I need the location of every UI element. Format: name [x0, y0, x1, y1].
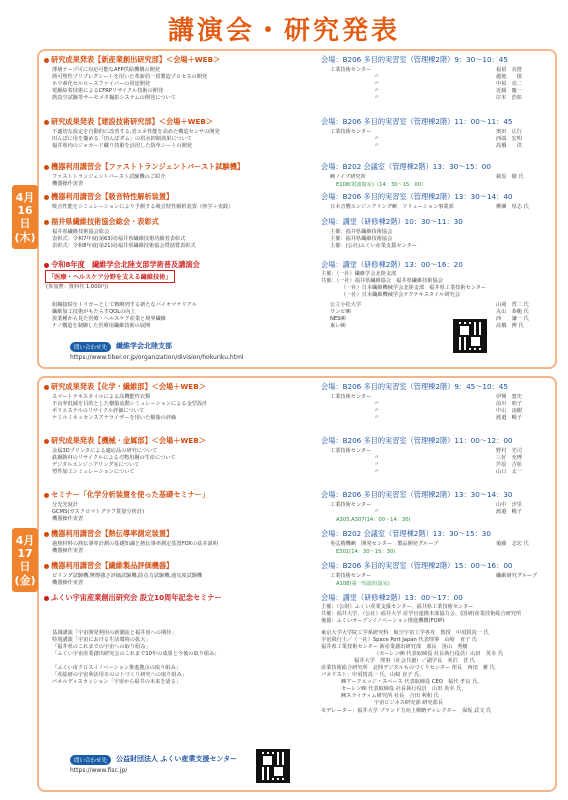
session-venue: 会場：B206 多目的実習室（管理棟2階）15：00～16：00: [321, 561, 513, 570]
affiliation: 日本音響エンジニアリング㈱ ソリューション事業部: [330, 204, 454, 210]
item: 塑性加工シミュレーションについて: [52, 469, 135, 475]
panelists: 宇宙ビジネス研究部 研究部長: [374, 700, 449, 706]
bullet-icon: [44, 564, 49, 569]
presenter: 三好 充博: [496, 455, 522, 461]
session-heading: 令和8年度 繊維学会北陸支部学術普及講演会: [44, 260, 200, 270]
item: ホウ素化セルロースファイバーの用途開発: [52, 81, 151, 87]
ditto: 〃: [374, 455, 380, 461]
presenter: 繊維研究グループ: [496, 573, 538, 579]
presenter: 前川 朋子: [496, 401, 522, 407]
contact-url[interactable]: https://www.fisc.jp/: [70, 767, 128, 774]
item: 不適切な設定を自動的に改善する,省エネ性能を高めた構造センサの開発: [52, 129, 220, 135]
item: 基調講演「宇宙開発利用の新潮流と福井県への期待」: [52, 630, 177, 636]
item: パネルディスカッション「宇宙から福井の未来を語る」: [52, 679, 182, 685]
contact-label: 問い合わせ先: [70, 755, 111, 765]
presenter: 山岡 哲二 氏: [496, 302, 529, 308]
moderator: モデレーター：福井大学 ブランド力向上戦略ディレクター 保坂 武文 氏: [321, 708, 492, 714]
item: 過熱材料の熱伝導率計測の基礎知識と熱伝導率測定装置FOXの基本説明: [52, 541, 218, 547]
bullet-icon: [44, 596, 49, 601]
presenter: 髙橋 洪: [496, 143, 522, 149]
panelists: ㈱スライティム研究所 社長 合田 利和 氏: [341, 693, 439, 699]
affiliation: 東レ㈱: [330, 323, 346, 329]
session-heading: 福井県繊維技術協会総会・表彰式: [44, 217, 159, 227]
affiliation: 工業技術センター: [330, 573, 372, 579]
presenter: 渡邉 暢子: [496, 509, 522, 515]
session-venue: 会場：B202 会議室（管理棟2階）13：30～15：30: [321, 529, 491, 538]
affiliation: 公立小松大学: [330, 302, 362, 308]
bullet-icon: [44, 165, 49, 170]
presenter: 山中 汐里: [496, 502, 522, 508]
item: 「産総研の宇宙利活用モのコトづくり研究への取り組み」: [52, 672, 187, 678]
panelists: パネリスト：中須賀真一 氏、山崎 直子 氏、: [321, 672, 425, 678]
session-venue: 会場：B206 多目的実習室（管理棟2階）13：30～14：30: [321, 490, 513, 499]
affiliation: ㈱ノイズ研究所: [330, 174, 366, 180]
presenter: 野村 光司: [496, 448, 522, 454]
affiliation: 工業技術センター: [330, 129, 372, 135]
affiliation: 宇宙飛行士／（一社）Space Port Japan 代表理事 山崎 直子 氏: [321, 637, 478, 643]
item: 鉄鋼鋳材のリサイクルによる刃物用鋼の生産について: [52, 455, 176, 461]
bullet-icon: [44, 263, 49, 268]
item: 熱可塑性プリプレグシートを用いた革新的一貫製造プロセスの開発: [52, 74, 208, 80]
item: 福井県内のジャカード織り技術を活用した防草シートの開発: [52, 143, 192, 149]
presenter: 近藤 慶一: [496, 88, 522, 94]
item: 繊維加工技術がもたらすQOLの向上: [52, 309, 136, 315]
affiliation: 工業技術センター: [330, 502, 372, 508]
affiliation: 福井県工業技術センター 新産業創出研究部 部長 笹山 秀樹: [321, 644, 468, 650]
item: 「ふくい宇宙産業創出研究会のこれまで10年の成果と今後の取り組み」: [52, 651, 220, 657]
session-heading: 研究成果発表【機械・金属部】＜会場＋WEB＞: [44, 436, 206, 446]
bullet-icon: [44, 439, 49, 444]
presenter: 中屋 亮二: [496, 81, 522, 87]
contact-url[interactable]: https://www.tiber.or.jp/organization/division/hokuriku.html: [70, 354, 244, 361]
affiliation: （セーレン㈱ 代表取締役 社長執行役員）山田 英幸 氏: [374, 651, 504, 657]
ditto: 〃: [374, 74, 380, 80]
item: ポリエステルのリサイクル評価について: [52, 408, 145, 414]
item: 表彰式：令和8年度(第21回)福井県繊維技術協会奨励賞表彰式: [52, 243, 196, 249]
session-heading: 研究成果発表【化学・繊維部】＜会場＋WEB＞: [44, 382, 206, 392]
bullet-icon: [44, 385, 49, 390]
host: 主催：（一社）繊維学会北陸支部: [321, 271, 397, 277]
session-venue: 会場：B206 多目的実習室（管理棟2階）9：45～10：45: [321, 382, 508, 391]
item: 「福井県のこれまでの宇宙への取り組み」: [52, 644, 151, 650]
item: 組織接続をトリガーとして戦略列する新たなバイオマテリアル: [52, 302, 197, 308]
panelists: ㈱アークエッジ・スペース 代表取締役 CEO 福代 孝良 氏、: [341, 679, 483, 685]
contact-label: 問い合わせ先: [70, 342, 111, 352]
presenter: 髙橋 博 氏: [496, 323, 524, 329]
presenter: 芦原 吉彰: [496, 462, 522, 468]
affiliation: NES㈱: [330, 316, 346, 322]
bullet-icon: [44, 195, 49, 200]
affiliation: 工業技術センター: [330, 67, 372, 73]
item: デジタルエンジニアリング室について: [52, 462, 140, 468]
affiliation: 工業技術センター: [330, 448, 372, 454]
item: ファストトランジェントバースト試験機のご紹介: [52, 174, 166, 180]
page-title: 講演会・研究発表: [167, 16, 400, 46]
bullet-icon: [44, 120, 49, 125]
ditto: 〃: [374, 136, 380, 142]
day2-panel: [37, 376, 557, 792]
item: 機器操作実習: [52, 548, 84, 554]
host: （一社）日本繊維機械学会テクテキスタイル研究会: [341, 292, 460, 298]
session-venue: 会場：B206 多目的実習室（管理棟2階）11：00～11：45: [321, 117, 513, 126]
host: 後援：ふくいオープンイノベーション推進機構(FOIP): [321, 618, 445, 624]
session-venue: 会場：B202 会議室（管理棟2階）13：30～15：00: [321, 162, 491, 171]
item: 「ふくい宙クロスイノベーション推進拠点の取り組み」: [52, 665, 181, 671]
session-heading: 機器利用講習会【繊維製品評価機器】: [44, 561, 173, 571]
host: （一社）日本繊維機械学会北陸支部 福井県工業技術センター: [341, 285, 487, 291]
item: 薄層テープ可に対応可能なAFP供給機構の開発: [52, 67, 160, 73]
day1-date: 4月16日(木): [12, 185, 38, 249]
affiliation: 主催：福井県繊維技術協会: [330, 229, 393, 235]
item: 機器操作実習: [52, 516, 84, 522]
presenter: 奥田 広行: [496, 129, 522, 135]
ditto: 〃: [374, 143, 380, 149]
item: スマートテキスタイルによる高機能性衣類: [52, 394, 151, 400]
affiliation: 福井大学 理事（社会共創）／副学長 米沢 晋 氏: [354, 658, 475, 664]
day2-date: 4月17日(金): [12, 528, 38, 592]
affiliation: 東京大学大学院工学系研究科 航空宇宙工学専攻 教授 中須賀真一 氏: [321, 630, 489, 636]
item: 機器操作実習: [52, 580, 84, 586]
affiliation: 産業技術総合研究所 北陸デジタルものづくりセンター 所長 西田 雅 氏: [321, 665, 495, 671]
ditto: 〃: [374, 88, 380, 94]
bullet-icon: [44, 532, 49, 537]
presenter: 丸山 恭範 氏: [496, 309, 529, 315]
bullet-icon: [44, 58, 49, 63]
session-heading: セミナー「化学分析装置を使った基礎セミナー」: [44, 490, 209, 500]
item: 異業種から見た医療・ヘルスケア産業と境界繊維: [52, 316, 166, 322]
session-heading: 機器利用講習会【吸音特性解析装置】: [44, 192, 173, 202]
bullet-icon: [44, 493, 49, 498]
item: ピリング試験機,摩擦強さ評価試験機,防点力試験機,通気度試験機: [52, 573, 203, 579]
presenter: 萩原 徹 氏: [496, 174, 524, 180]
session-heading: ふくい宇宙産業創出研究会 設立10周年記念セミナー: [44, 593, 222, 603]
presenter: 柳瀬 厚志 氏: [496, 204, 529, 210]
session-heading: 研究成果発表【新産業創出研究部】＜会場＋WEB＞: [44, 55, 220, 65]
ditto: 〃: [374, 462, 380, 468]
item: 機器操作実習: [52, 181, 84, 187]
item: 不良率低減を目的とした樹脂流動シミュレーションによる金型設計: [52, 401, 208, 407]
presenter: 伊興 寛史: [496, 394, 522, 400]
ditto: 〃: [374, 509, 380, 515]
contact-org: 繊維学会北陸支部: [116, 342, 172, 350]
panelists: セーレン㈱ 代表取締役 社長執行役員 山田 英幸 氏、: [341, 686, 467, 692]
presenter: 山口 太一: [496, 469, 522, 475]
item: 福井県繊維技術協会総会: [52, 229, 110, 235]
practice-room: A305,A307(14：00～14：30): [336, 517, 411, 523]
session-venue: 会場：講堂（研修棟2階）10：30～11：30: [321, 217, 463, 226]
fee: (参加費：資料代 1,000円): [46, 284, 109, 290]
item: 電解結着技術によるCFRPリサイクル技術の開発: [52, 88, 164, 94]
item: 金属3Dプリンタによる適応品の研究について: [52, 448, 158, 454]
bullet-icon: [44, 220, 49, 225]
affiliation: 主催：(公社)ふくい産業支援センター: [330, 243, 417, 249]
lecture-theme: 「医療・ヘルスケア分野を支える繊維技術」: [45, 270, 175, 283]
contact-org: 公益財団法人 ふくい産業支援センター: [116, 755, 238, 763]
practice-room: E301(14：30～15：30): [336, 549, 396, 555]
item: 分光光度計: [52, 502, 78, 508]
presenter: 福留 亮澄: [496, 67, 522, 73]
day1-panel: [37, 49, 557, 369]
presenter: 西端 宏明: [496, 136, 522, 142]
item: 熱真空試験等サーモメタ撮影システムの開発について: [52, 95, 176, 101]
session-venue: 会場：B206 多目的実習室（管理棟2階）13：30～14：40: [321, 192, 513, 201]
ditto: 〃: [374, 81, 380, 87]
affiliation: ワンピ㈱: [330, 309, 351, 315]
presenter: 岸本 浩彰: [496, 95, 522, 101]
affiliation: 工業技術センター: [330, 394, 372, 400]
presenter: 渡邉 暢子: [496, 415, 522, 421]
session-heading: 機器利用講習会【熱伝導率測定装置】: [44, 529, 173, 539]
item: 田んぼに用を揃める「田んぼダム」の洪水抑制効果について: [52, 136, 192, 142]
session-venue: 会場：講堂（研修棟2階）13：00～16：20: [321, 260, 463, 269]
item: ナノ構造を制御した医療用繊維技術の展開: [52, 323, 151, 329]
practice-room: A108(第一恒温恒湿室): [336, 581, 390, 587]
affiliation: 主催：福井県繊維技術協会: [330, 236, 393, 242]
ditto: 〃: [374, 401, 380, 407]
ditto: 〃: [374, 415, 380, 421]
item: 特別講演「宇宙における生活環境の拡大」: [52, 637, 151, 643]
host: 共催：（一社）福井県繊維協会 福井県繊維技術協会: [321, 278, 443, 284]
item: 表彰式：令和7年度(第63回)福井県繊維技術功績者表彰式: [52, 236, 186, 242]
presenter: 後藤 志宏 氏: [496, 541, 529, 547]
item: GCMS(ガスクロマトグラフ質量分析計): [52, 509, 144, 515]
affiliation: 英弘精機㈱ 開発センター 製品開発グループ: [330, 541, 439, 547]
session-heading: 研究成果発表【建設技術研究部】＜会場＋WEB＞: [44, 117, 213, 127]
ditto: 〃: [374, 95, 380, 101]
session-heading: 機器利用講習会【ファストトランジェントバースト試験機】: [44, 162, 244, 172]
item: ケミルミネッセンスアナライザーを用いた樹脂の評価: [52, 415, 177, 421]
host: 主催：（公財）ふくい産業支援センター、福井県工業技術センター: [321, 604, 474, 610]
ditto: 〃: [374, 408, 380, 414]
presenter: 中山 凌樹: [496, 408, 522, 414]
item: 吸音性能をシミュレーションにより予測する吸音特性解析装置（座学＋実践）: [52, 204, 234, 210]
practice-room: E108(電波暗室)（14：30～15：00）: [336, 182, 427, 188]
qr-code-icon: [453, 319, 487, 353]
session-venue: 会場：B206 多目的実習室（管理棟2階）9：30～10：45: [321, 55, 508, 64]
qr-code-icon: [256, 749, 290, 783]
session-venue: 会場：講堂（研修棟2階）13：00～17：00: [321, 593, 463, 602]
host: 共催：福井大学、（公社）福井大学 産学官連携本部協力会、(国研)産業技術総合研究所: [321, 611, 522, 617]
ditto: 〃: [374, 469, 380, 475]
presenter: 越地 慎: [496, 74, 522, 80]
session-venue: 会場：B206 多目的実習室（管理棟2階）11：00～12：00: [321, 436, 513, 445]
presenter: 西 謙一 氏: [496, 316, 529, 322]
